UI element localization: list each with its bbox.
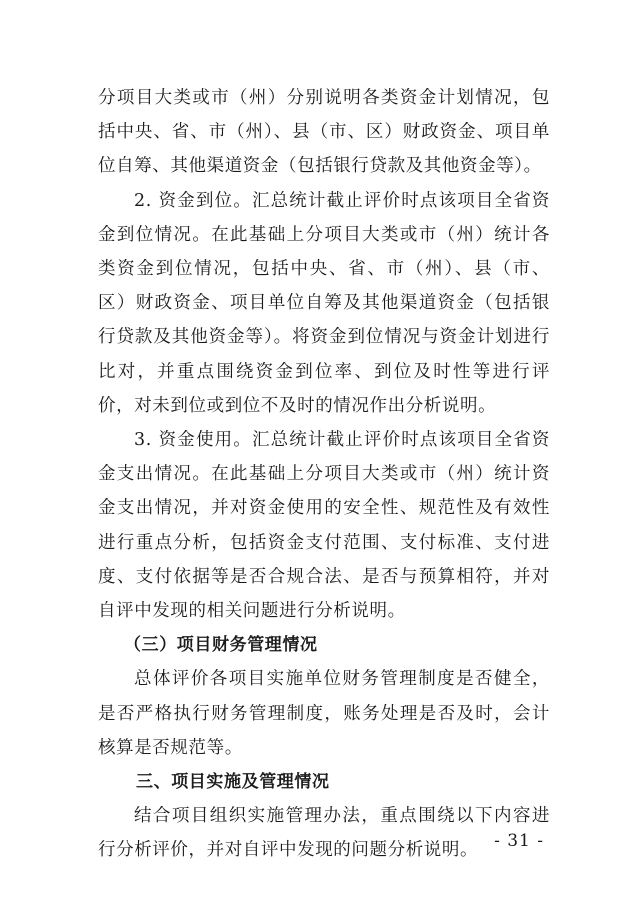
document-body [98, 81, 550, 868]
section-heading-implementation: 三、项目实施及管理情况 [136, 772, 330, 793]
paragraph-fund-plan-continued: 分项目大类或市（州）分别说明各类资金计划情况，包括中央、省、市（州）、县（市、区）财政资金、项目单位自筹、其他渠道资金（包括银行贷款及其他资金等）。 [98, 88, 550, 177]
paragraph-fund-arrival: 2. 资金到位。汇总统计截止评价时点该项目全省资金到位情况。在此基础上分项目大类或市（州）统计各类资金到位情况，包括中央、省、市（州）、县（市、区）财政资金、项目单位自筹及其他渠道资金（包括银行贷款及其他资金等）。将资金到位情况与资金计划进行比对，并重点围绕资金到位率、到位及时性等进行评价，对未到位或到位不及时的情况作出分析说明。 [98, 190, 550, 416]
section-heading-financial-management: （三）项目财务管理情况 [124, 635, 318, 656]
paragraph-implementation: 结合项目组织实施管理办法，重点围绕以下内容进行分析评价，并对自评中发现的问题分析说明。 [98, 806, 550, 861]
page-number: - 31 - [494, 831, 544, 851]
paragraph-financial-management: 总体评价各项目实施单位财务管理制度是否健全，是否严格执行财务管理制度，账务处理是否及时，会计核算是否规范等。 [98, 669, 550, 758]
paragraph-fund-usage: 3. 资金使用。汇总统计截止评价时点该项目全省资金支出情况。在此基础上分项目大类或市（州）统计资金支出情况，并对资金使用的安全性、规范性及有效性进行重点分析，包括资金支付范围、支付标准、支付进度、支付依据等是否合规合法、是否与预算相符，并对自评中发现的相关问题进行分析说明。 [98, 430, 550, 622]
